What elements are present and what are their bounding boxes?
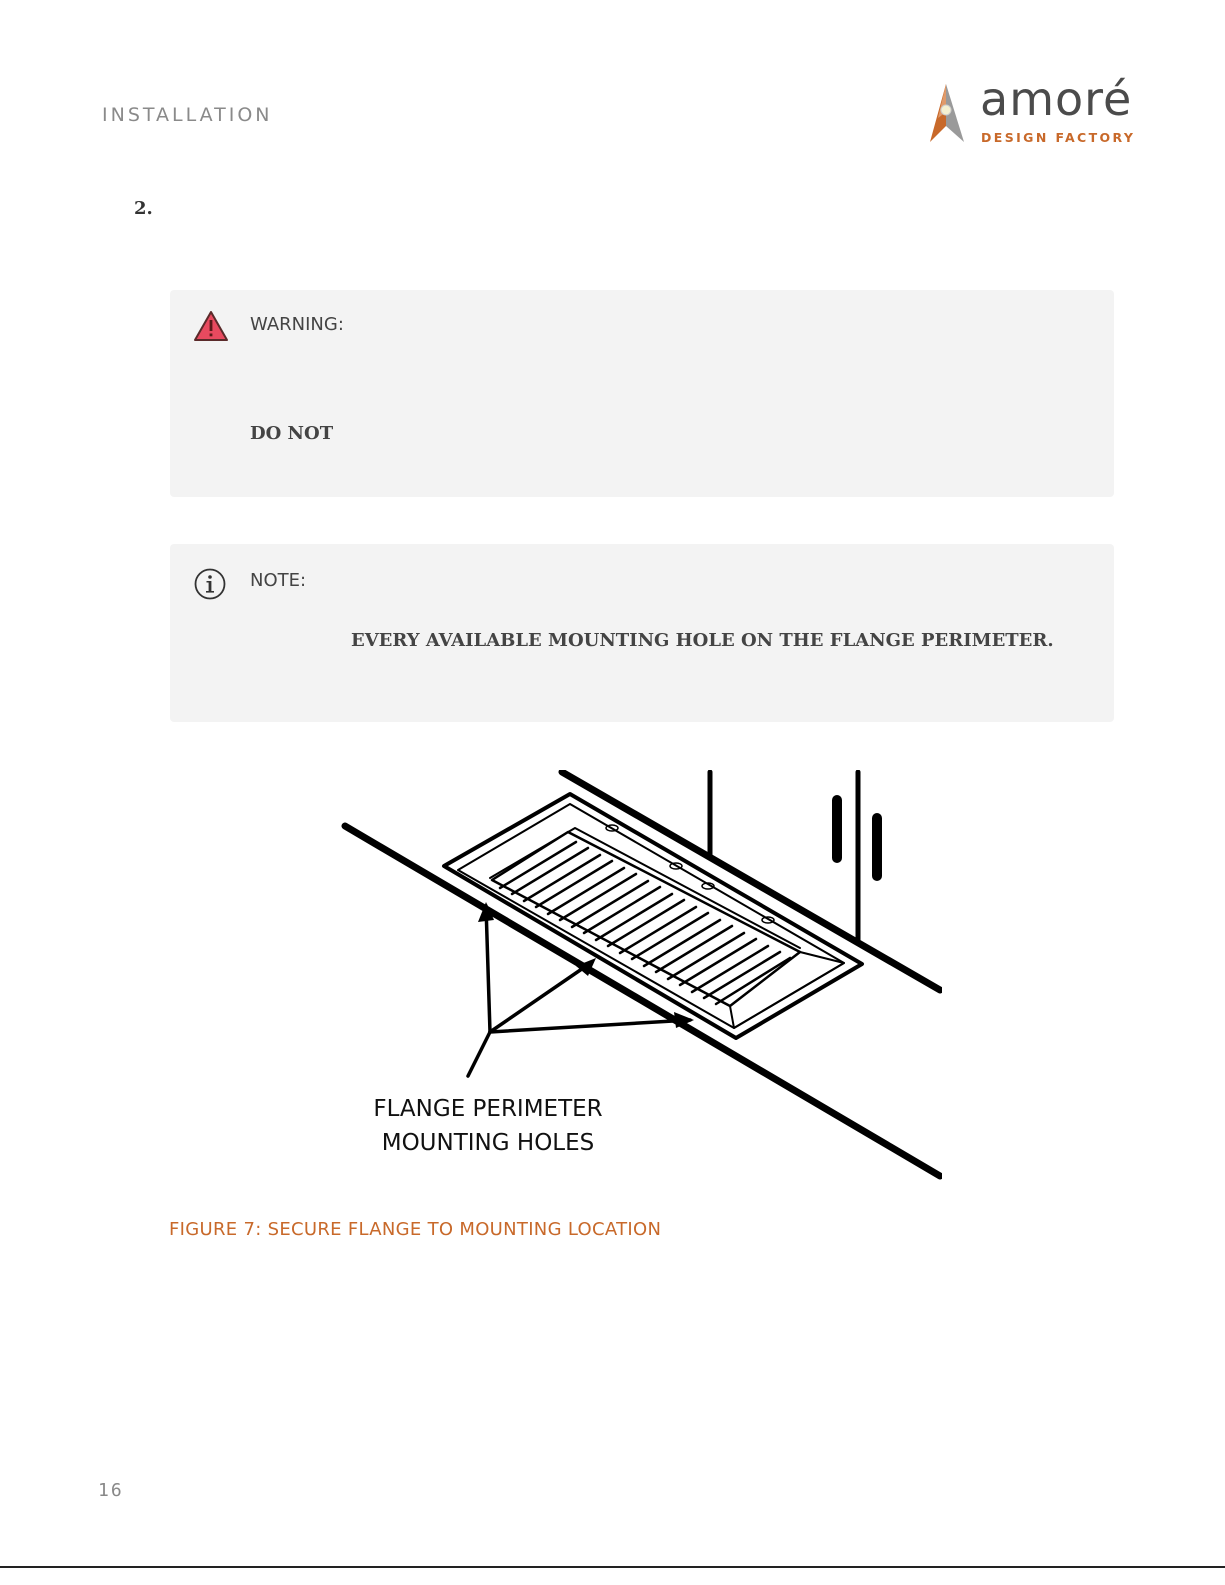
warning-triangle-icon	[193, 310, 229, 342]
logo-wordmark: amoré	[980, 72, 1133, 126]
brand-logo	[924, 72, 1136, 148]
logo-subtitle: DESIGN FACTORY	[981, 130, 1136, 145]
logo-mark-icon	[924, 82, 978, 146]
figure-caption: FIGURE 7: SECURE FLANGE TO MOUNTING LOCATION	[169, 1219, 662, 1240]
page-number: 16	[98, 1480, 124, 1501]
warning-heading: WARNING:	[250, 314, 344, 335]
figure-callout-label	[354, 1092, 622, 1160]
bottom-divider	[0, 1566, 1225, 1568]
note-callout	[170, 544, 1114, 722]
step-number: 2.	[134, 198, 153, 219]
figure-label-line1: FLANGE PERIMETER	[373, 1096, 603, 1122]
flange-mounting-figure	[340, 770, 942, 1182]
info-circle-icon	[193, 567, 227, 601]
note-emphasis-text: EVERY AVAILABLE MOUNTING HOLE ON THE FLANGE PERIMETER.	[351, 630, 1054, 651]
warning-callout	[170, 290, 1114, 497]
section-title: INSTALLATION	[102, 104, 273, 126]
warning-emphasis-text: DO NOT	[250, 423, 334, 444]
note-heading: NOTE:	[250, 570, 307, 591]
figure-label-line2: MOUNTING HOLES	[381, 1130, 595, 1156]
